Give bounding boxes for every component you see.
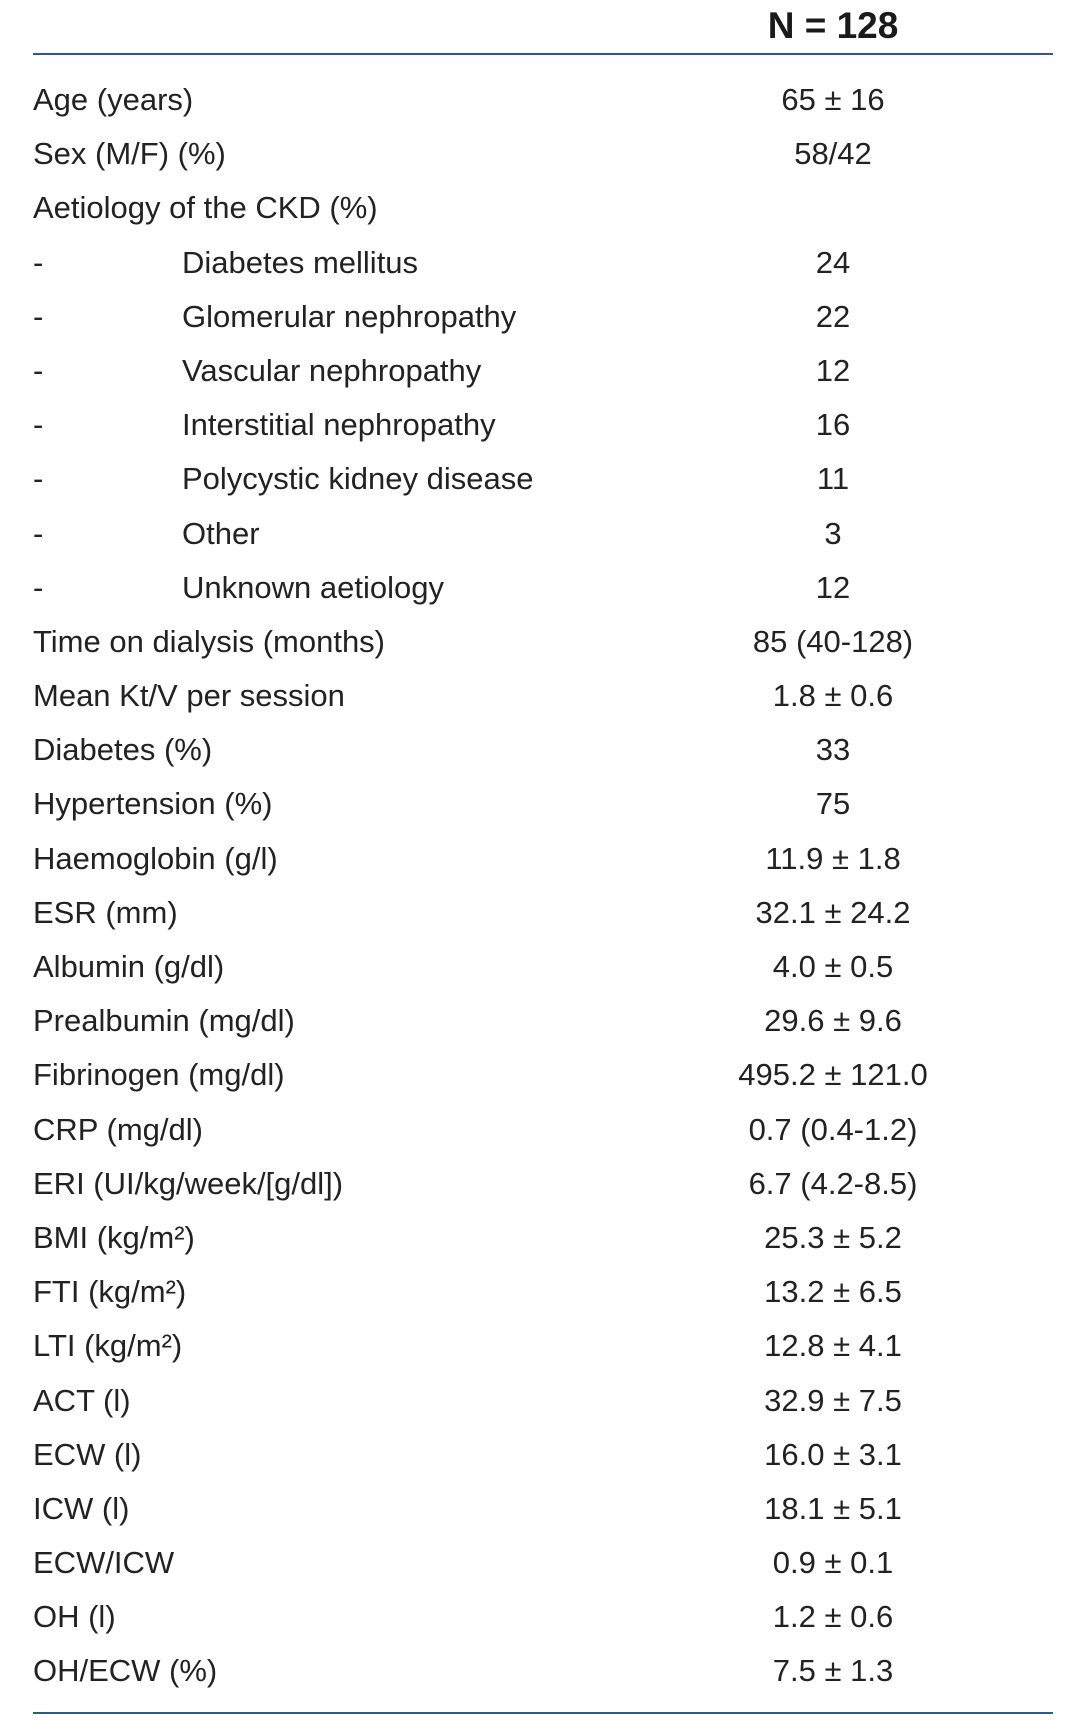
row-label: Hypertension (%) — [33, 786, 273, 822]
row-value: 1.8 ± 0.6 — [772, 678, 894, 714]
row-value: 18.1 ± 5.1 — [764, 1490, 902, 1526]
row-label: Sex (M/F) (%) — [33, 136, 226, 172]
row-value: 75 — [815, 786, 851, 822]
row-label: Albumin (g/dl) — [33, 949, 225, 984]
table-body — [33, 73, 1053, 1699]
row-label: Time on dialysis (months) — [33, 623, 386, 659]
row-label: Interstitial nephropathy — [182, 407, 496, 443]
sub-item-marker: - — [33, 244, 44, 280]
row-label: Haemoglobin (g/l) — [33, 840, 278, 876]
sub-item-marker: - — [33, 407, 44, 443]
table-row — [33, 1590, 1053, 1644]
table-row — [33, 1265, 1053, 1319]
row-value: 33 — [815, 732, 851, 768]
sub-item-marker: - — [33, 515, 44, 551]
row-label: Other — [182, 515, 260, 551]
row-value: 0.7 (0.4-1.2) — [748, 1111, 918, 1147]
row-value: 12 — [815, 352, 851, 388]
table-row — [33, 994, 1053, 1048]
table-row — [33, 507, 1053, 561]
row-label: BMI (kg/m²) — [33, 1219, 195, 1255]
table-row — [33, 236, 1053, 290]
row-label: CRP (mg/dl) — [33, 1111, 203, 1147]
table-row — [33, 290, 1053, 344]
row-label: OH (l) — [33, 1599, 116, 1635]
table-row — [33, 669, 1053, 723]
row-value: 11 — [816, 461, 850, 497]
table-row — [33, 1103, 1053, 1157]
row-label: Diabetes (%) — [33, 732, 213, 768]
table-row — [33, 181, 1053, 235]
row-label: Diabetes mellitus — [182, 244, 419, 280]
table-row — [33, 344, 1053, 398]
row-label: Glomerular nephropathy — [182, 298, 517, 334]
table-row — [33, 127, 1053, 181]
table-row — [33, 886, 1053, 940]
sub-item-marker: - — [33, 352, 44, 388]
row-label: Unknown aetiology — [182, 569, 444, 605]
table-row — [33, 940, 1053, 994]
sub-item-marker: - — [33, 569, 44, 605]
row-value: 7.5 ± 1.3 — [772, 1653, 894, 1689]
table-row — [33, 1319, 1053, 1373]
row-value: 58/42 — [794, 136, 872, 172]
row-value: 1.2 ± 0.6 — [772, 1599, 894, 1635]
row-label: OH/ECW (%) — [33, 1653, 218, 1689]
row-label: ECW (l) — [33, 1436, 142, 1472]
row-value: 16 — [815, 407, 851, 443]
row-value: 25.3 ± 5.2 — [764, 1219, 902, 1255]
table-row — [33, 777, 1053, 831]
row-value: 85 (40-128) — [752, 623, 914, 659]
row-label: ERI (UI/kg/week/[g/dl]) — [33, 1165, 344, 1201]
table-row — [33, 1644, 1053, 1698]
table-header — [33, 0, 1053, 55]
row-label: Aetiology of the CKD (%) — [33, 190, 378, 226]
table-row — [33, 73, 1053, 127]
row-label: Prealbumin (mg/dl) — [33, 1003, 295, 1039]
table-row — [33, 1211, 1053, 1265]
sub-item-marker: - — [33, 461, 44, 497]
table-row — [33, 1482, 1053, 1536]
table-row — [33, 1374, 1053, 1428]
row-value: 32.9 ± 7.5 — [764, 1382, 902, 1418]
sub-item-marker: - — [33, 298, 44, 334]
row-label: ESR (mm) — [33, 894, 178, 930]
row-value: 29.6 ± 9.6 — [764, 1003, 902, 1039]
row-value: 16.0 ± 3.1 — [764, 1436, 902, 1472]
table-row — [33, 398, 1053, 452]
row-label: LTI (kg/m²) — [33, 1328, 183, 1364]
row-label: Age (years) — [33, 82, 194, 117]
table-row — [33, 723, 1053, 777]
row-value: 32.1 ± 24.2 — [755, 894, 911, 930]
table-row — [33, 1536, 1053, 1590]
row-label: Vascular nephropathy — [182, 352, 482, 388]
table-row — [33, 1048, 1053, 1102]
row-value: 65 ± 16 — [781, 82, 885, 117]
row-label: Fibrinogen (mg/dl) — [33, 1057, 285, 1093]
row-value: 24 — [815, 244, 851, 280]
row-label: Polycystic kidney disease — [182, 461, 534, 497]
row-value: 0.9 ± 0.1 — [772, 1545, 894, 1581]
row-label: ICW (l) — [33, 1490, 130, 1526]
table-row — [33, 615, 1053, 669]
row-value: 6.7 (4.2-8.5) — [748, 1165, 918, 1201]
row-value: 22 — [815, 298, 851, 334]
table-row — [33, 1157, 1053, 1211]
row-value: 3 — [824, 515, 842, 551]
row-value: 13.2 ± 6.5 — [764, 1274, 902, 1310]
bottom-rule — [33, 1712, 1053, 1714]
row-label: Mean Kt/V per session — [33, 678, 345, 714]
table-row — [33, 561, 1053, 615]
row-label: ECW/ICW — [33, 1545, 175, 1581]
row-label: ACT (l) — [33, 1382, 131, 1418]
row-value: 495.2 ± 121.0 — [738, 1057, 928, 1093]
n-column-header: N = 128 — [767, 5, 899, 46]
table-row — [33, 832, 1053, 886]
characteristics-table — [33, 0, 1053, 1699]
table-row — [33, 452, 1053, 506]
row-value: 12.8 ± 4.1 — [764, 1328, 902, 1364]
row-value: 12 — [815, 569, 851, 605]
row-label: FTI (kg/m²) — [33, 1274, 187, 1310]
row-value: 4.0 ± 0.5 — [772, 949, 894, 984]
row-value: 11.9 ± 1.8 — [765, 840, 901, 876]
table-row — [33, 1428, 1053, 1482]
